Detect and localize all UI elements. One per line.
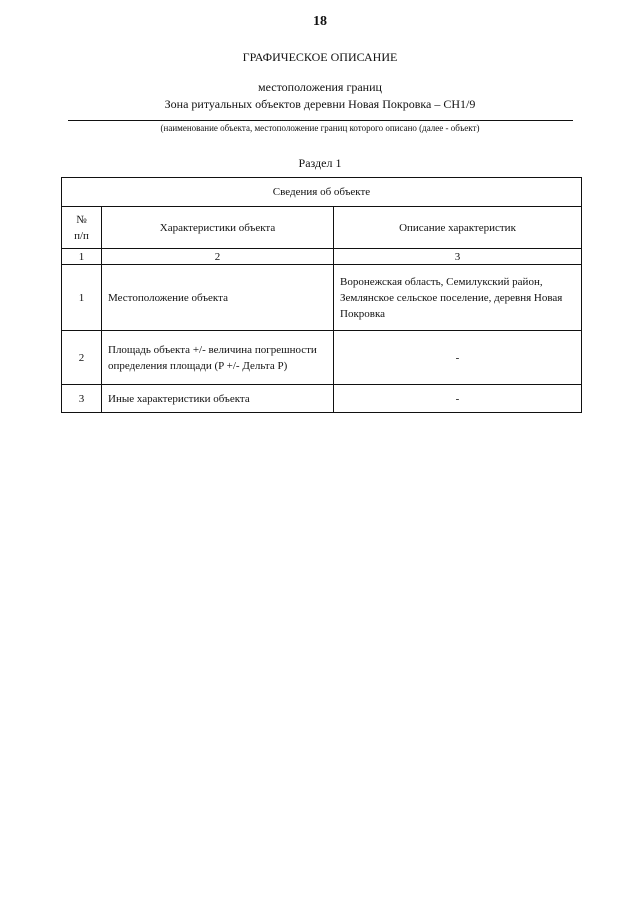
row-description: - <box>334 331 582 385</box>
row-characteristic: Местоположение объекта <box>102 265 334 331</box>
row-number: 3 <box>62 385 102 413</box>
table-row <box>62 331 582 385</box>
row-characteristic: Площадь объекта +/- величина погрешности определения площади (P +/- Дельта P) <box>102 331 334 385</box>
row-number: 1 <box>62 265 102 331</box>
table-row <box>62 385 582 413</box>
column-header-description: Описание характеристик <box>334 207 582 249</box>
object-caption: (наименование объекта, местоположение границ которого описано (далее - объект) <box>160 123 480 133</box>
row-description: - <box>334 385 582 413</box>
column-number-2: 2 <box>102 249 334 265</box>
object-info-table <box>61 177 582 413</box>
document-title: ГРАФИЧЕСКОЕ ОПИСАНИЕ <box>242 50 398 64</box>
subtitle-line-2: Зона ритуальных объектов деревни Новая Покровка – СН1/9 <box>164 97 476 111</box>
page-number: 18 <box>313 14 327 29</box>
column-number-3: 3 <box>334 249 582 265</box>
row-number: 2 <box>62 331 102 385</box>
table-header-row <box>62 178 582 207</box>
column-number-1: 1 <box>62 249 102 265</box>
subtitle-line-1: местоположения границ <box>258 80 382 94</box>
table-column-headers <box>62 207 582 249</box>
table-column-numbers <box>62 249 582 265</box>
section-label: Раздел 1 <box>298 156 342 170</box>
table-header: Сведения об объекте <box>62 178 582 207</box>
row-characteristic: Иные характеристики объекта <box>102 385 334 413</box>
row-description: Воронежская область, Семилукский район, Землянское сельское поселение, деревня Новая Покровка <box>334 265 582 331</box>
table-row <box>62 265 582 331</box>
column-header-characteristic: Характеристики объекта <box>102 207 334 249</box>
column-header-number: № п/п <box>62 207 102 249</box>
divider-line <box>68 120 573 121</box>
